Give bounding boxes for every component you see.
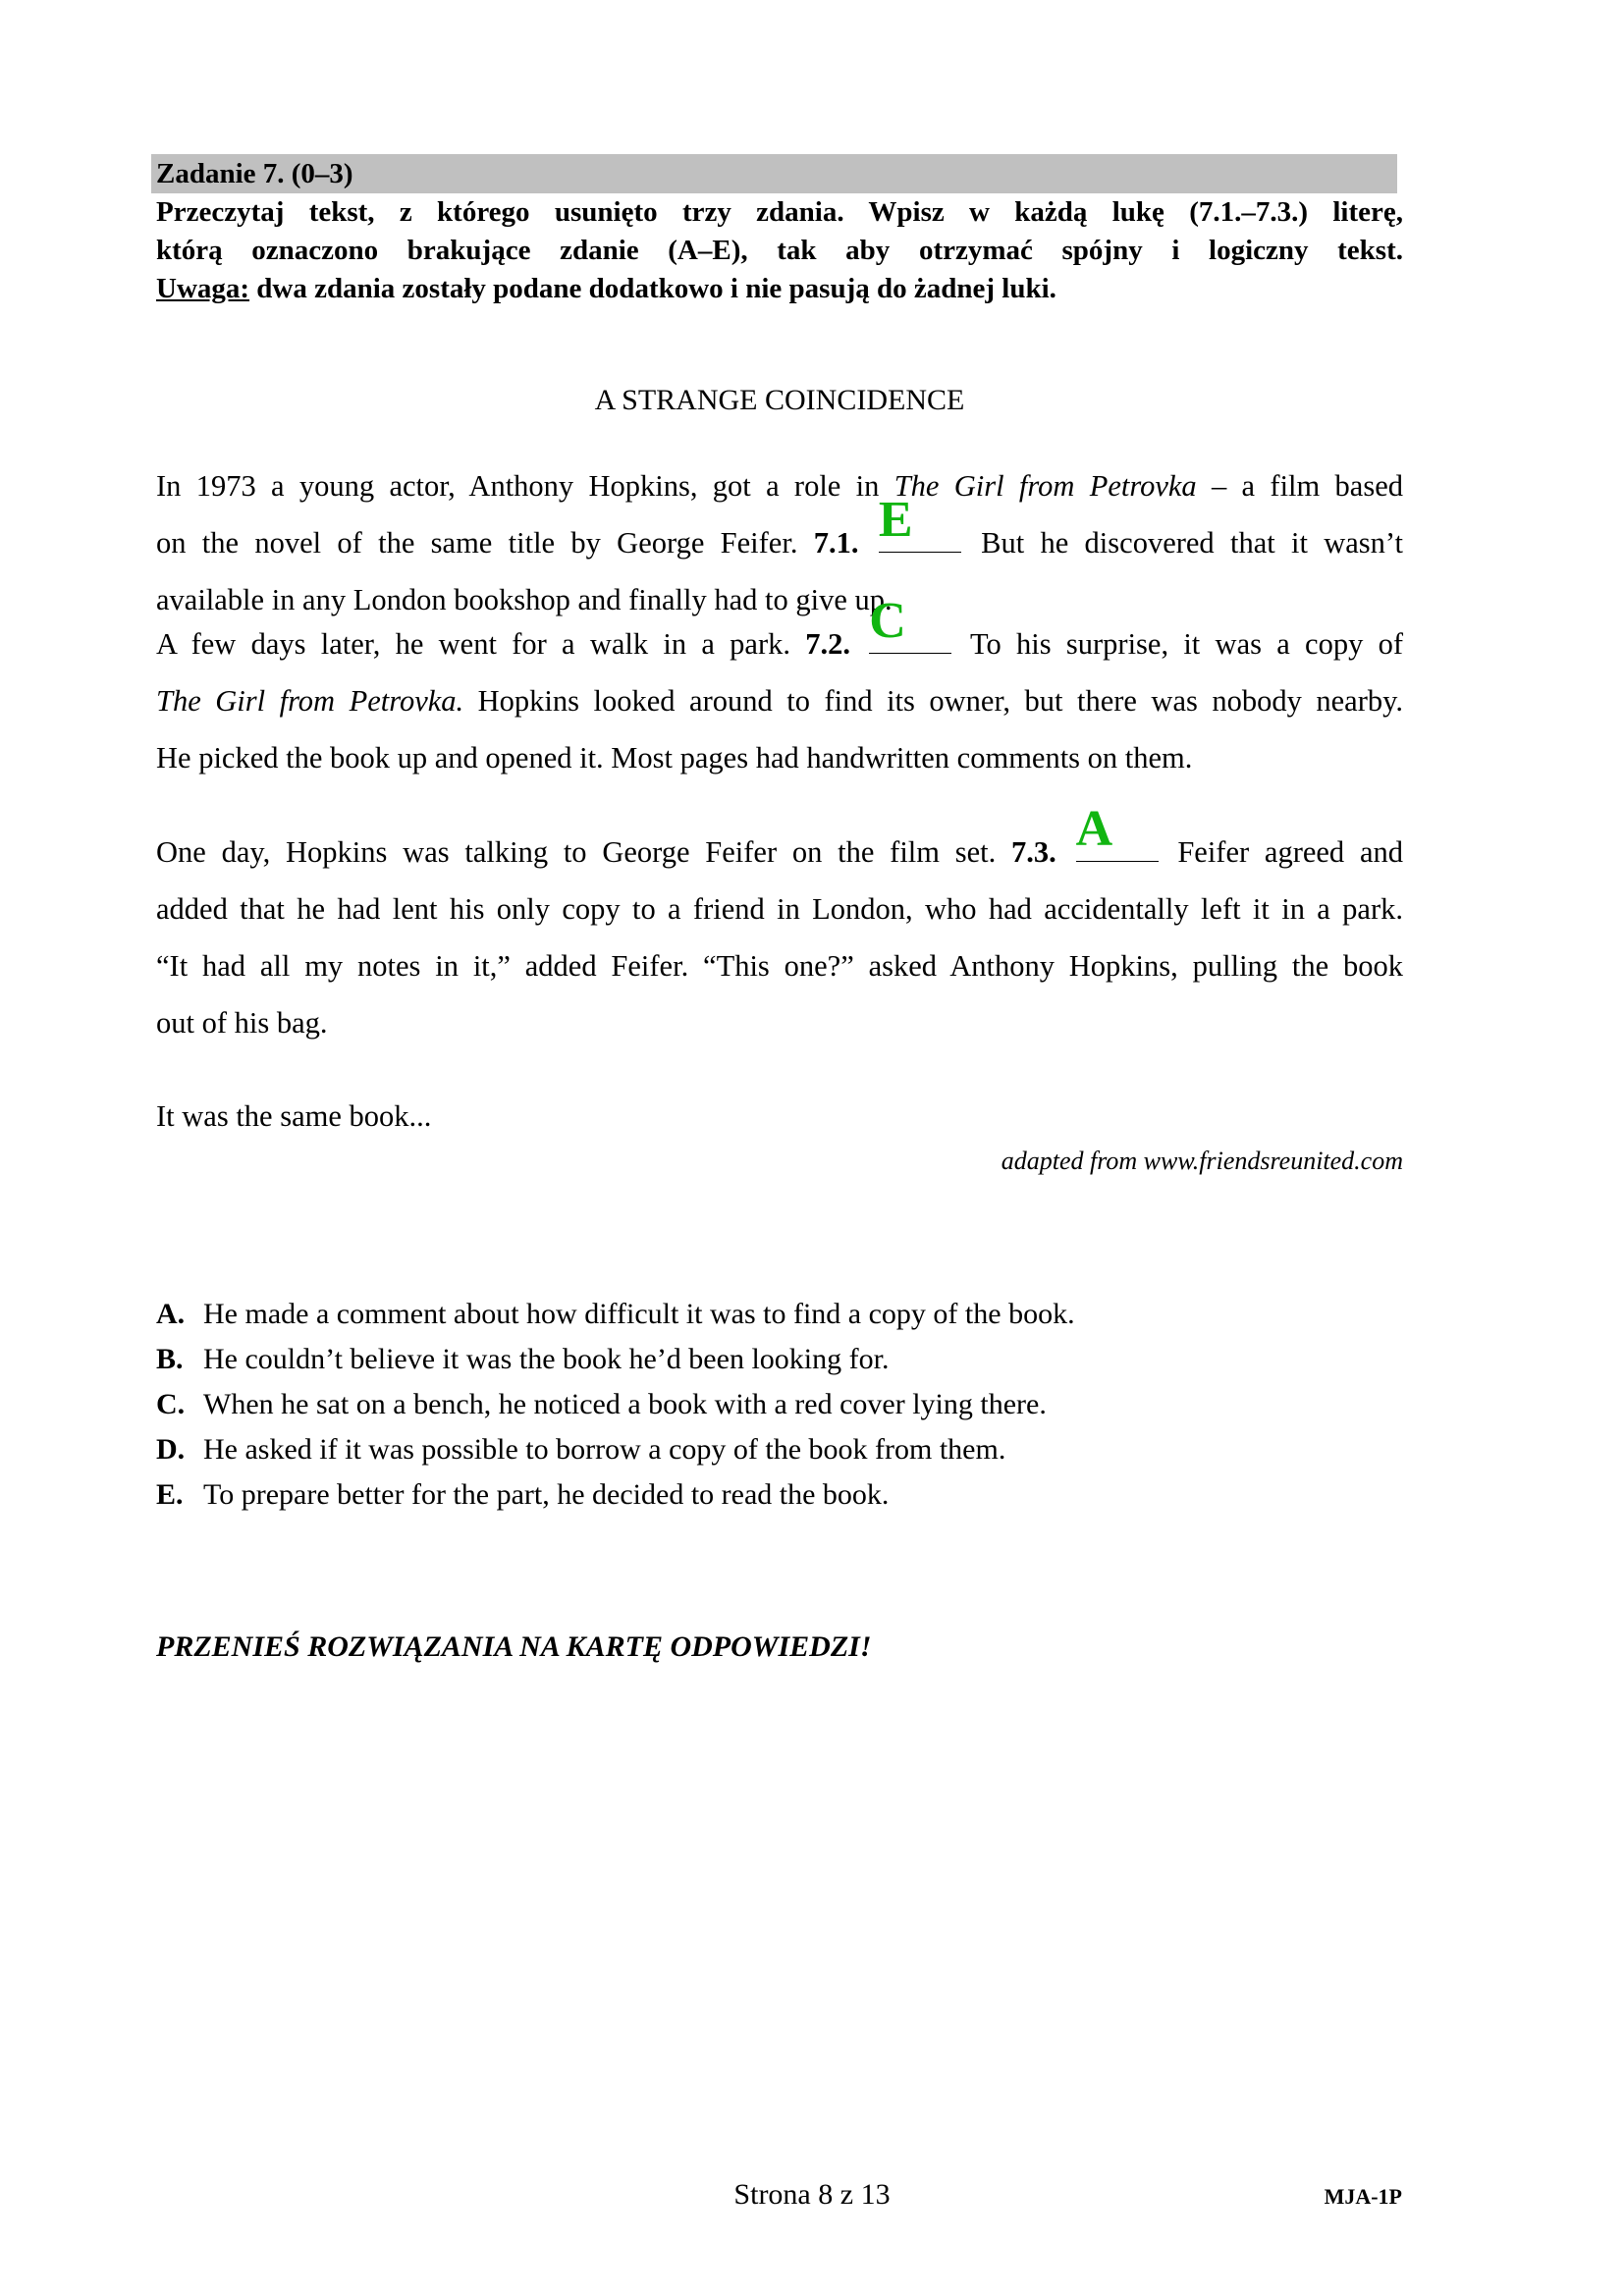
option-text: When he sat on a bench, he noticed a book with a red cover lying there.	[203, 1388, 1047, 1420]
instructions-line: Przeczytaj tekst, z którego usunięto trzy zdania. Wpisz w każdą lukę (7.1.–7.3.) literę,	[156, 196, 1403, 228]
answer-gap-7-2[interactable]	[869, 593, 951, 654]
option-text: He asked if it was possible to borrow a copy of the book from them.	[203, 1433, 1006, 1466]
option-letter: A.	[156, 1298, 186, 1330]
option-letter: B.	[156, 1343, 184, 1375]
option-a	[156, 1292, 1334, 1337]
text-run: Feifer agreed and	[1162, 835, 1403, 869]
answer-gap-7-1[interactable]	[878, 492, 961, 553]
text-run: on the novel of the same title by George Feifer.	[156, 526, 814, 560]
gap-label-7-2: 7.2.	[805, 627, 851, 661]
option-e	[156, 1472, 1334, 1518]
text-line	[156, 492, 1404, 571]
text-line	[156, 801, 1403, 881]
article-title: A STRANGE COINCIDENCE	[594, 384, 965, 416]
note-label: Uwaga:	[156, 273, 250, 304]
answer-gap-7-3[interactable]	[1075, 801, 1159, 862]
gap-label-7-1: 7.1.	[813, 526, 859, 560]
text-run: – a film based	[1196, 469, 1403, 503]
paragraph-1	[156, 457, 1403, 628]
option-text: He couldn’t believe it was the book he’d been looking for.	[203, 1343, 890, 1375]
text-run: Hopkins looked around to find its owner, but there was nobody nearby.	[463, 684, 1403, 718]
option-letter: D.	[156, 1433, 186, 1466]
answer-letter-7-1: E	[878, 492, 913, 548]
paragraph-4	[156, 1088, 1403, 1145]
answer-letter-7-3: A	[1075, 801, 1113, 857]
text-run: To his surprise, it was a copy of	[955, 627, 1404, 661]
text-run: In 1973 a young actor, Anthony Hopkins, got a role in	[156, 469, 894, 503]
gap-label-7-3: 7.3.	[1011, 835, 1056, 869]
page-number: Strona 8 z 13	[733, 2178, 891, 2211]
book-title-italic: The Girl from Petrovka	[893, 469, 1197, 503]
option-letter: C.	[156, 1388, 186, 1420]
text-line: available in any London bookshop and finally had to give up.	[156, 583, 893, 616]
instructions-note-line	[156, 270, 1403, 308]
text-run: But he discovered that it wasn’t	[964, 526, 1404, 560]
transfer-answers-note: PRZENIEŚ ROZWIĄZANIA NA KARTĘ ODPOWIEDZI!	[156, 1630, 872, 1663]
answer-letter-7-2: C	[869, 593, 906, 649]
instructions-line: którą oznaczono brakujące zdanie (A–E), tak aby otrzymać spójny i logiczny tekst.	[156, 235, 1403, 266]
task-instructions	[156, 193, 1403, 308]
source-attribution: adapted from www.friendsreunited.com	[1001, 1147, 1403, 1175]
text-line	[156, 672, 1403, 729]
option-letter: E.	[156, 1478, 184, 1511]
text-run: One day, Hopkins was talking to George Feifer on the film set.	[156, 835, 1012, 869]
text-line: He picked the book up and opened it. Most pages had handwritten comments on them.	[156, 741, 1193, 774]
note-text: dwa zdania zostały podane dodatkowo i nie pasują do żadnej luki.	[249, 273, 1056, 304]
text-line	[156, 457, 1403, 514]
text-line: “It had all my notes in it,” added Feifer. “This one?” asked Anthony Hopkins, pulling the book	[156, 949, 1403, 983]
paragraph-3	[156, 801, 1403, 1051]
option-c	[156, 1382, 1334, 1427]
option-text: He made a comment about how difficult it was to find a copy of the book.	[203, 1298, 1075, 1330]
text-run: A few days later, he went for a walk in a park.	[156, 627, 806, 661]
option-b	[156, 1337, 1334, 1382]
option-text: To prepare better for the part, he decided to read the book.	[203, 1478, 890, 1511]
text-line: out of his bag.	[156, 1006, 328, 1040]
text-line: It was the same book...	[156, 1099, 432, 1133]
option-d	[156, 1427, 1334, 1472]
exam-code: MJA-1P	[1324, 2184, 1402, 2209]
text-line: added that he had lent his only copy to a friend in London, who had accidentally left it in a park.	[156, 892, 1403, 926]
book-title-italic: The Girl from Petrovka.	[156, 684, 464, 718]
task-title: Zadanie 7. (0–3)	[156, 158, 353, 189]
answer-options-list	[156, 1292, 1334, 1518]
